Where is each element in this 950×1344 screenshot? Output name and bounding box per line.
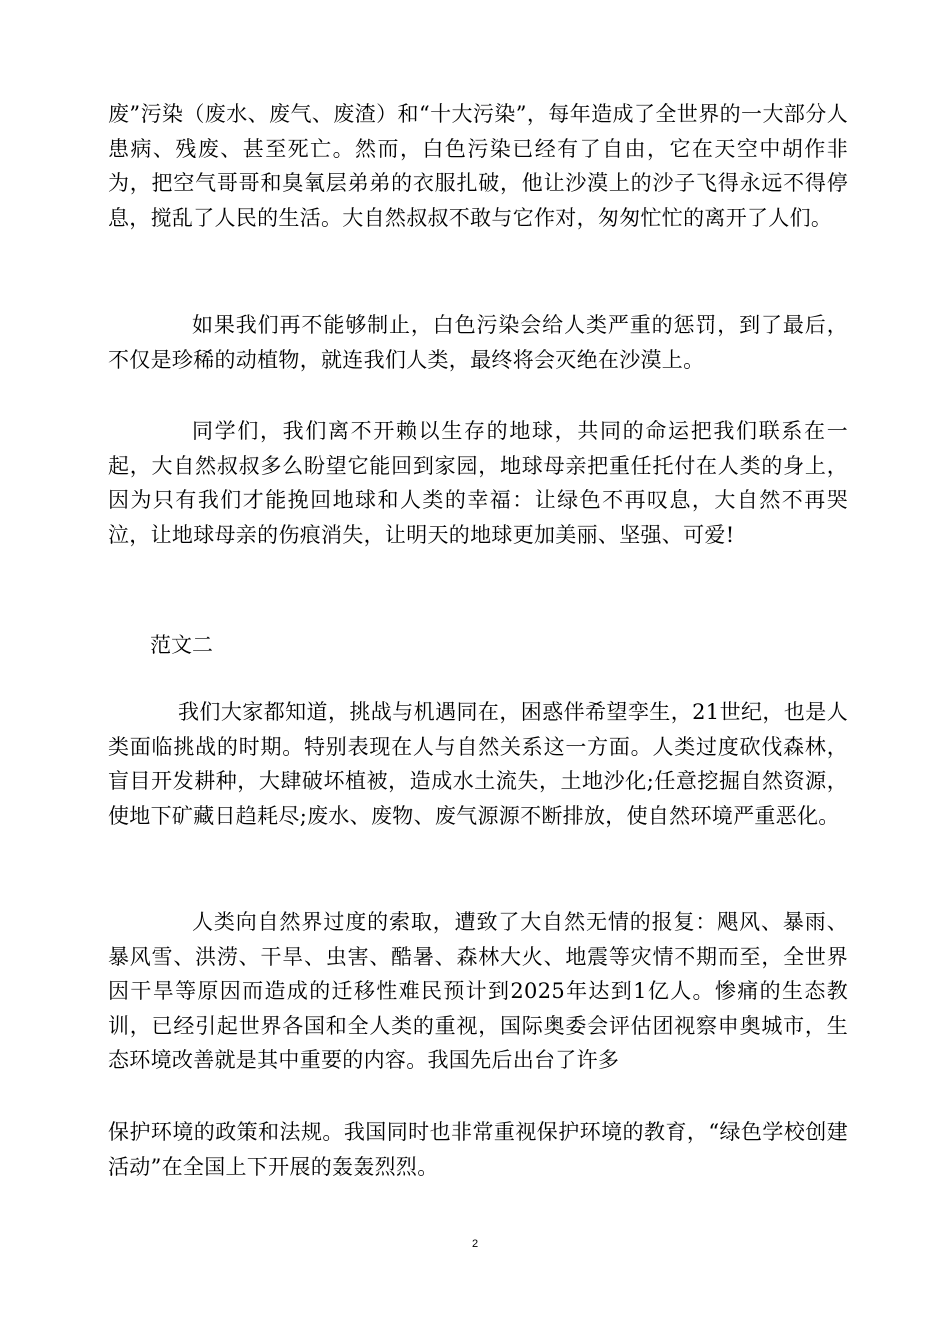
paragraph-nature-revenge: 人类向自然界过度的索取，遭致了大自然无情的报复：飓风、暴雨、暴风雪、洪涝、干旱、虫害、酷暑、森林大火、地震等灾情不期而至，全世界因干旱等原因而造成的迁移性难民预计到2025年达到1亿人。惨痛的生态教训，已经引起世界各国和全人类的重视，国际奥委会评估团视察申奥城市，生态环境改善就是其中重要的内容。我国先后出台了许多 [108,910,848,1073]
paragraph-challenges: 我们大家都知道，挑战与机遇同在，困惑伴希望孪生，21世纪，也是人类面临挑战的时期。特别表现在人与自然关系这一方面。人类过度砍伐森林，盲目开发耕种，大肆破坏植被，造成水土流失，土地沙化;任意挖掘自然资源，使地下矿藏日趋耗尽;废水、废物、废气源源不断排放，使自然环境严重恶化。 [108,700,848,828]
paragraph-white-pollution: 废”污染（废水、废气、废渣）和“十大污染”，每年造成了全世界的一大部分人患病、残废、甚至死亡。然而，白色污染已经有了自由，它在天空中胡作非为，把空气哥哥和臭氧层弟弟的衣服扎破，他让沙漠上的沙子飞得永远不得停息，搅乱了人民的生活。大自然叔叔不敢与它作对，匆匆忙忙的离开了人们。 [108,102,848,230]
paragraph-punishment: 如果我们再不能够制止，白色污染会给人类严重的惩罚，到了最后，不仅是珍稀的动植物，就连我们人类，最终将会灭绝在沙漠上。 [108,313,848,372]
paragraph-green-school: 保护环境的政策和法规。我国同时也非常重视保护环境的教育，“绿色学校创建活动”在全国上下开展的轰轰烈烈。 [108,1120,848,1179]
section-heading-sample-two: 范文二 [150,633,213,657]
paragraph-classmates: 同学们，我们离不开赖以生存的地球，共同的命运把我们联系在一起，大自然叔叔多么盼望它能回到家园，地球母亲把重任托付在人类的身上，因为只有我们才能挽回地球和人类的幸福：让绿色不再叹息，大自然不再哭泣，让地球母亲的伤痕消失，让明天的地球更加美丽、坚强、可爱! [108,419,848,547]
page-number: 2 [471,1238,479,1250]
